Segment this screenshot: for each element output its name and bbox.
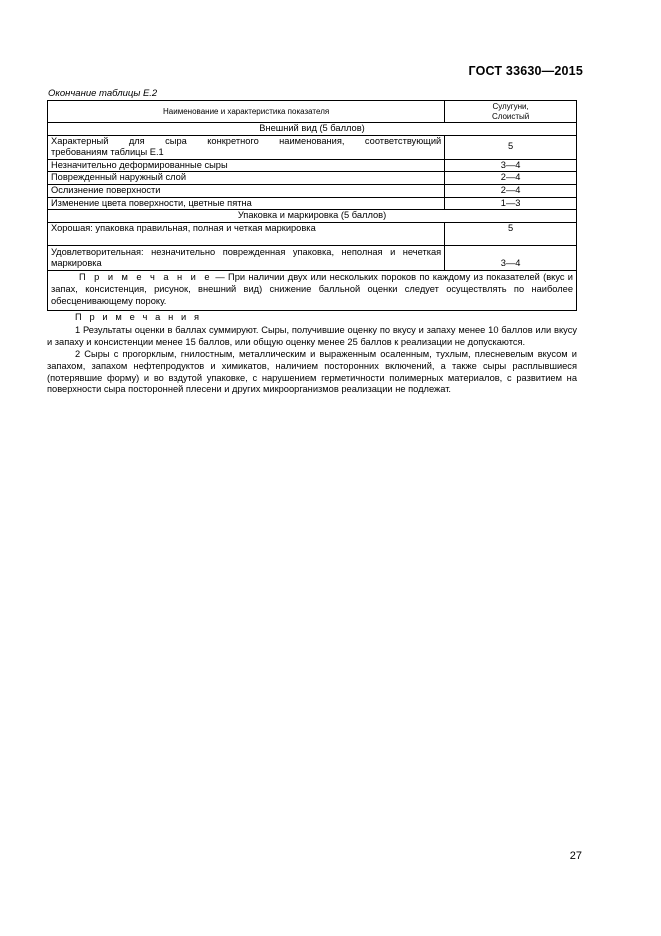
section-row-appearance bbox=[48, 123, 577, 136]
row-label-line2: маркировка bbox=[51, 258, 102, 269]
table-row bbox=[48, 222, 577, 245]
row-value: 2—4 bbox=[445, 184, 577, 197]
section-row-packaging bbox=[48, 210, 577, 223]
row-label-line1: Характерный для сыра конкретного наименования, соответствующий bbox=[51, 135, 442, 146]
table-row bbox=[48, 184, 577, 197]
table-note-prefix: П р и м е ч а н и е bbox=[79, 271, 213, 282]
note-item-1: 1 Результаты оценки в баллах суммируют. Сыры, получившие оценку по вкусу и запаху менее 10 баллов или вкусу и запаху и консистенции менее 15 баллов, или общую оценку менее 25 баллов к реализации не допускаются. bbox=[47, 324, 577, 347]
page-number: 27 bbox=[569, 850, 582, 862]
row-value: 5 bbox=[445, 135, 577, 159]
row-value: 3—4 bbox=[445, 159, 577, 172]
col-header-name: Наименование и характеристика показателя bbox=[48, 101, 445, 123]
row-label: Ослизнение поверхности bbox=[48, 184, 445, 197]
row-label: Изменение цвета поверхности, цветные пятна bbox=[48, 197, 445, 210]
table-note-row bbox=[48, 270, 577, 310]
row-value: 2—4 bbox=[445, 172, 577, 185]
table-note bbox=[48, 270, 577, 310]
row-label: Хорошая: упаковка правильная, полная и четкая маркировка bbox=[48, 222, 445, 245]
notes-section bbox=[47, 312, 577, 396]
table-row bbox=[48, 159, 577, 172]
row-label: Незначительно деформированные сыры bbox=[48, 159, 445, 172]
table-row bbox=[48, 172, 577, 185]
row-label-line2: требованиям таблицы Е.1 bbox=[51, 147, 164, 158]
row-label bbox=[48, 245, 445, 270]
notes-title-text: П р и м е ч а н и я bbox=[75, 312, 202, 322]
col-header-value-line2: Слоистый bbox=[491, 111, 530, 121]
table-note-text: — При наличии двух или нескольких пороков по каждому из показателей (вкус и запах, консистенция, рисунок, внешний вид) снижение балльной оценки следует осуществлять по наиболее обесценивающему пороку. bbox=[51, 271, 573, 306]
col-header-value bbox=[445, 101, 577, 123]
row-value: 5 bbox=[445, 222, 577, 245]
section-title-packaging: Упаковка и маркировка (5 баллов) bbox=[48, 210, 577, 223]
section-title-appearance: Внешний вид (5 баллов) bbox=[48, 123, 577, 136]
col-header-value-line1: Сулугуни, bbox=[492, 101, 529, 111]
row-value: 3—4 bbox=[445, 245, 577, 270]
table-row bbox=[48, 197, 577, 210]
table-header-row bbox=[48, 101, 577, 123]
table-row bbox=[48, 245, 577, 270]
document-header-standard: ГОСТ 33630—2015 bbox=[468, 64, 583, 78]
row-label bbox=[48, 135, 445, 159]
note-item-2: 2 Сыры с прогорклым, гнилостным, металлическим и выраженным осаленным, тухлым, плесневелым вкусом и запахом, запахом нефтепродуктов и химикатов, наличием посторонних включений, а также сыры расплывшиеся (потерявшие форму) и во вздутой упаковке, с нарушением герметичности полимерных материалов, с развитием на поверхности сыра посторонней плесени и других микроорганизмов реализации не подлежат. bbox=[47, 348, 577, 395]
row-label: Поврежденный наружный слой bbox=[48, 172, 445, 185]
notes-title bbox=[47, 312, 577, 324]
row-value: 1—3 bbox=[445, 197, 577, 210]
row-label-line1: Удовлетворительная: незначительно поврежденная упаковка, неполная и нечеткая bbox=[51, 246, 442, 257]
table-row bbox=[48, 135, 577, 159]
table-caption: Окончание таблицы Е.2 bbox=[48, 88, 158, 99]
evaluation-table bbox=[47, 100, 577, 311]
